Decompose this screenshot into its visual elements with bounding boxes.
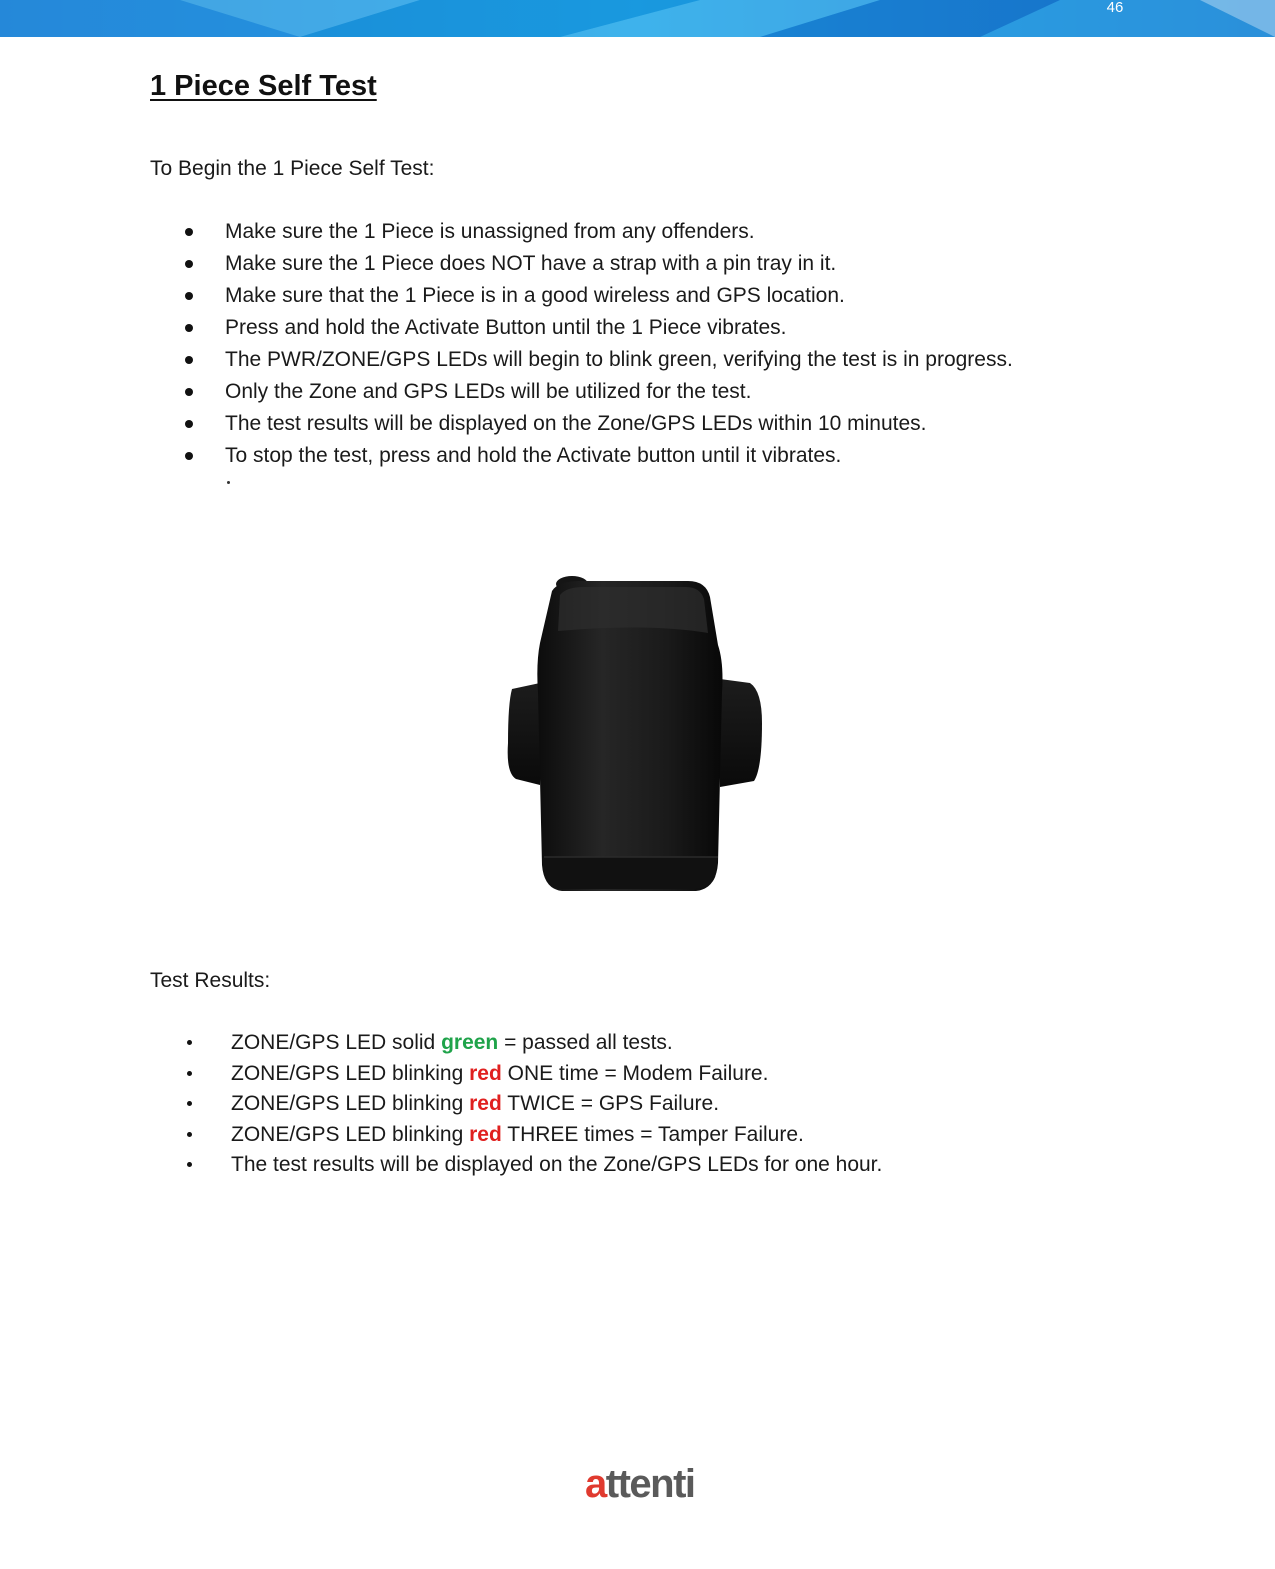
step-text: The PWR/ZONE/GPS LEDs will begin to blink green, verifying the test is in progress. — [225, 348, 1013, 371]
result-keyword: red — [469, 1122, 502, 1146]
logo-wordmark: ttenti — [605, 1462, 695, 1506]
list-item — [185, 376, 1013, 408]
bullet-icon — [185, 420, 193, 428]
bullet-icon — [185, 388, 193, 396]
result-text-after: ONE time = Modem Failure. — [501, 1061, 769, 1085]
intro-text: To Begin the 1 Piece Self Test: — [150, 157, 435, 180]
attenti-logo — [585, 1460, 695, 1508]
result-text-after: = passed all tests. — [498, 1031, 673, 1054]
step-text: Make sure the 1 Piece does NOT have a strap with a pin tray in it. — [225, 252, 837, 275]
list-item — [185, 248, 1013, 280]
bullet-icon — [185, 260, 193, 268]
results-heading: Test Results: — [150, 969, 271, 992]
bullet-icon — [187, 1040, 192, 1045]
bullet-icon — [185, 292, 193, 300]
list-item — [185, 1059, 882, 1090]
result-text-before: ZONE/GPS LED blinking — [231, 1092, 470, 1115]
bullet-icon — [187, 1162, 192, 1167]
page-number: 46 — [1106, 0, 1124, 16]
list-item — [185, 344, 1013, 376]
page-title: 1 Piece Self Test — [150, 70, 377, 102]
list-item — [185, 1150, 882, 1181]
result-text-before: The test results will be displayed on the Zone/GPS LEDs for one hour. — [231, 1153, 883, 1176]
result-text-before: ZONE/GPS LED solid — [231, 1031, 442, 1054]
list-item — [185, 216, 1013, 248]
header-banner — [0, 0, 1275, 37]
self-test-steps-list — [185, 216, 1013, 472]
stray-dot — [227, 481, 230, 484]
result-keyword: red — [469, 1061, 502, 1085]
result-text-before: ZONE/GPS LED blinking — [231, 1061, 470, 1085]
list-item — [185, 280, 1013, 312]
bullet-icon — [187, 1132, 192, 1137]
step-text: Make sure that the 1 Piece is in a good wireless and GPS location. — [225, 284, 845, 307]
bullet-icon — [185, 324, 193, 332]
result-text-after: TWICE = GPS Failure. — [501, 1092, 720, 1115]
logo-letter-a: a — [585, 1462, 606, 1506]
result-text-before: ZONE/GPS LED blinking — [231, 1122, 470, 1146]
device-photo — [500, 573, 770, 898]
result-keyword: green — [441, 1031, 499, 1054]
step-text: Make sure the 1 Piece is unassigned from any offenders. — [225, 220, 755, 243]
list-item — [185, 440, 1013, 472]
step-text: Press and hold the Activate Button until the 1 Piece vibrates. — [225, 316, 787, 339]
step-text: Only the Zone and GPS LEDs will be utilized for the test. — [225, 380, 752, 403]
step-text: To stop the test, press and hold the Activate button until it vibrates. — [225, 444, 842, 467]
bullet-icon — [185, 356, 193, 364]
test-results-list — [185, 1028, 882, 1181]
list-item — [185, 1120, 882, 1151]
result-keyword: red — [469, 1092, 502, 1115]
bullet-icon — [187, 1071, 192, 1076]
bullet-icon — [185, 452, 193, 460]
bullet-icon — [187, 1101, 192, 1106]
step-text: The test results will be displayed on the Zone/GPS LEDs within 10 minutes. — [225, 412, 927, 435]
list-item — [185, 312, 1013, 344]
result-text-after: THREE times = Tamper Failure. — [501, 1122, 804, 1146]
list-item — [185, 408, 1013, 440]
list-item — [185, 1028, 882, 1059]
list-item — [185, 1089, 882, 1120]
bullet-icon — [185, 228, 193, 236]
